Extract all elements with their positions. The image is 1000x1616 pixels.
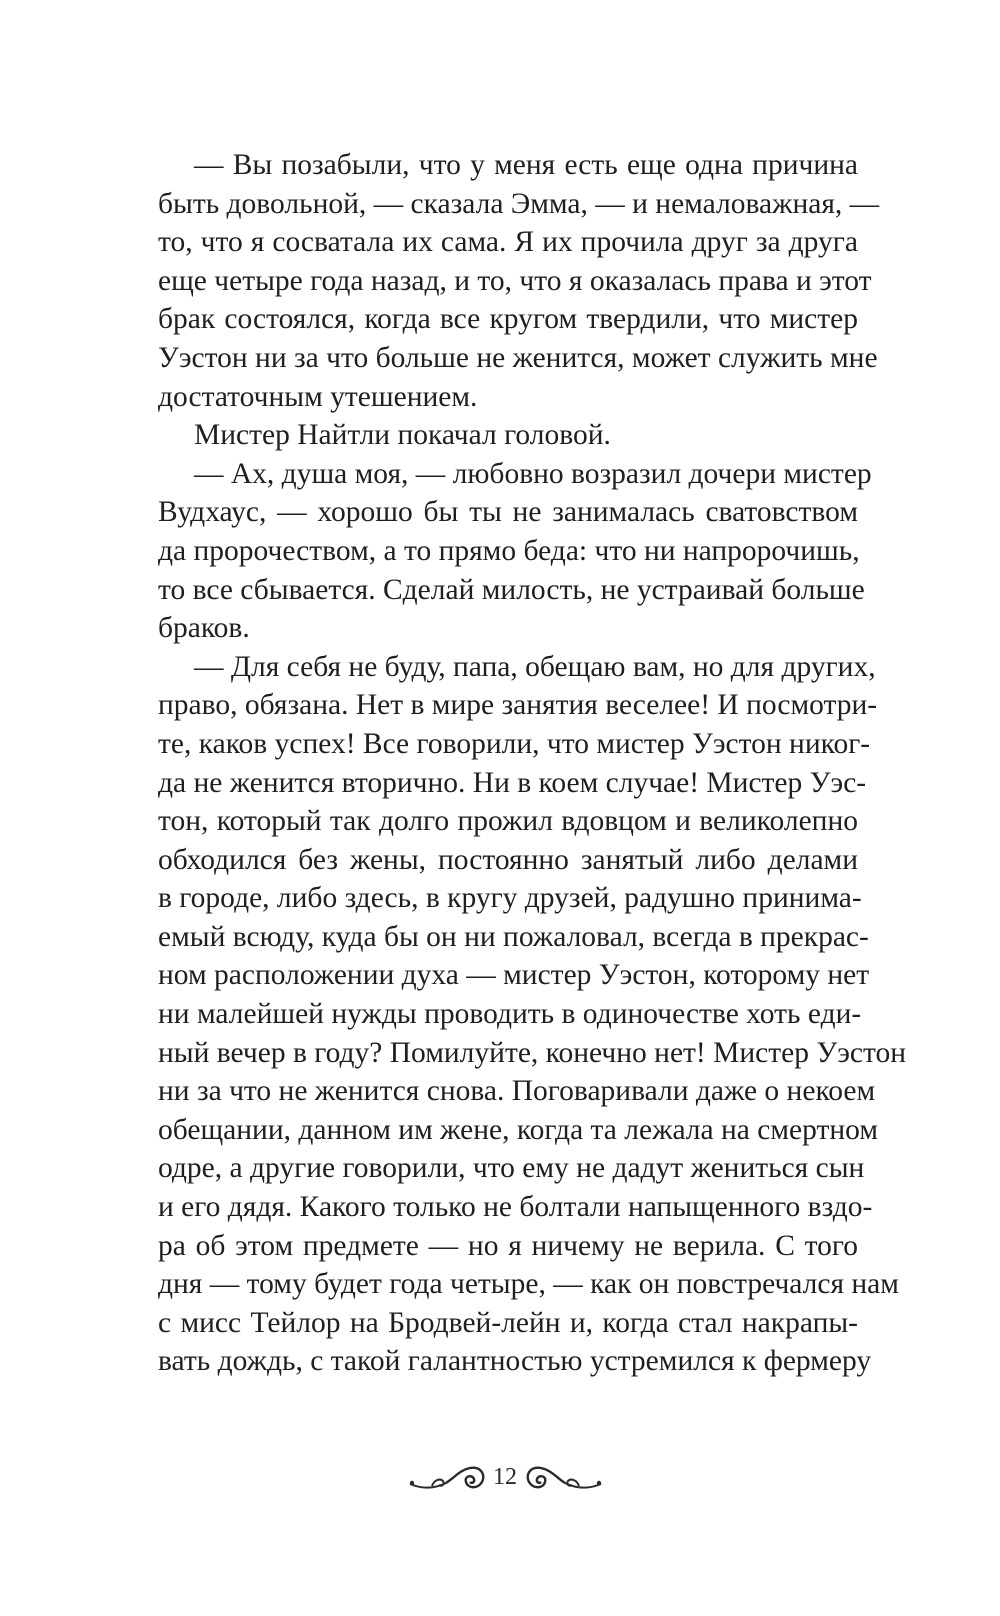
text-line: вать дождь, с такой галантностью устремился к фермеру [158, 1345, 872, 1378]
text-line: ра об этом предмете — но я ничему не верила. С того [158, 1229, 858, 1262]
text-line: ни малейшей нужды проводить в одиночестве хоть еди- [158, 998, 862, 1031]
text-line: право, обязана. Нет в мире занятия веселее! И посмотри- [158, 689, 878, 722]
text-line: достаточным утешением. [158, 380, 478, 413]
text-line: те, каков успех! Все говорили, что мистер Уэстон никог- [158, 727, 871, 760]
text-line: ном расположении духа — мистер Уэстон, которому нет [158, 959, 870, 992]
text-line: еще четыре года назад, и то, что я оказалась права и этот [158, 264, 872, 297]
text-line: ни за что не женится снова. Поговаривали даже о некоем [158, 1075, 876, 1108]
text-line: — Ах, душа моя, — любовно возразил дочери мистер [194, 457, 872, 490]
text-line: и его дядя. Какого только не болтали напыщенного вздо- [158, 1191, 873, 1224]
text-line: Уэстон ни за что больше не женится, может служить мне [158, 341, 878, 374]
text-line: емый всюду, куда бы он ни пожаловал, всегда в прекрас- [158, 920, 869, 953]
text-line: да не женится вторично. Ни в коем случае! Мистер Уэс- [158, 766, 867, 799]
text-line: браков. [158, 612, 250, 645]
text-line: — Для себя не буду, папа, обещаю вам, но для других, [194, 650, 876, 683]
text-line: то все сбывается. Сделай милость, не устраивай больше [158, 573, 865, 606]
text-line: быть довольной, — сказала Эмма, — и немаловажная, — [158, 187, 880, 220]
text-line: — Вы позабыли, что у меня есть еще одна причина [194, 149, 858, 181]
text-line: брак состоялся, когда все кругом твердили, что мистер [158, 303, 858, 336]
text-line: тон, который так долго прожил вдовцом и великолепно [158, 805, 858, 838]
scroll-flourish-left-icon [408, 1462, 490, 1496]
text-line: Мистер Найтли покачал головой. [194, 419, 611, 452]
scroll-flourish-right-icon [521, 1462, 603, 1496]
text-line: в городе, либо здесь, в кругу друзей, радушно принима- [158, 882, 862, 915]
body-text [158, 146, 907, 1381]
text-line: обещании, данном им жене, когда та лежала на смертном [158, 1113, 878, 1146]
text-line: да пророчеством, а то прямо беда: что ни напророчишь, [158, 534, 860, 567]
text-line: ный вечер в году? Помилуйте, конечно нет! Мистер Уэстон [158, 1036, 907, 1069]
text-line: с мисс Тейлор на Бродвей-лейн и, когда стал накрапы- [158, 1306, 858, 1339]
page-number: 12 [493, 1464, 517, 1490]
text-line: то, что я сосватала их сама. Я их прочила друг за друга [158, 226, 858, 259]
text-line: дня — тому будет года четыре, — как он повстречался нам [158, 1268, 899, 1301]
text-line: одре, а другие говорили, что ему не дадут жениться сын [158, 1152, 865, 1185]
text-line: Вудхаус, — хорошо бы ты не занималась сватовством [158, 496, 858, 529]
text-line: обходился без жены, постоянно занятый либо делами [158, 843, 858, 876]
page-footer [0, 1452, 1000, 1512]
